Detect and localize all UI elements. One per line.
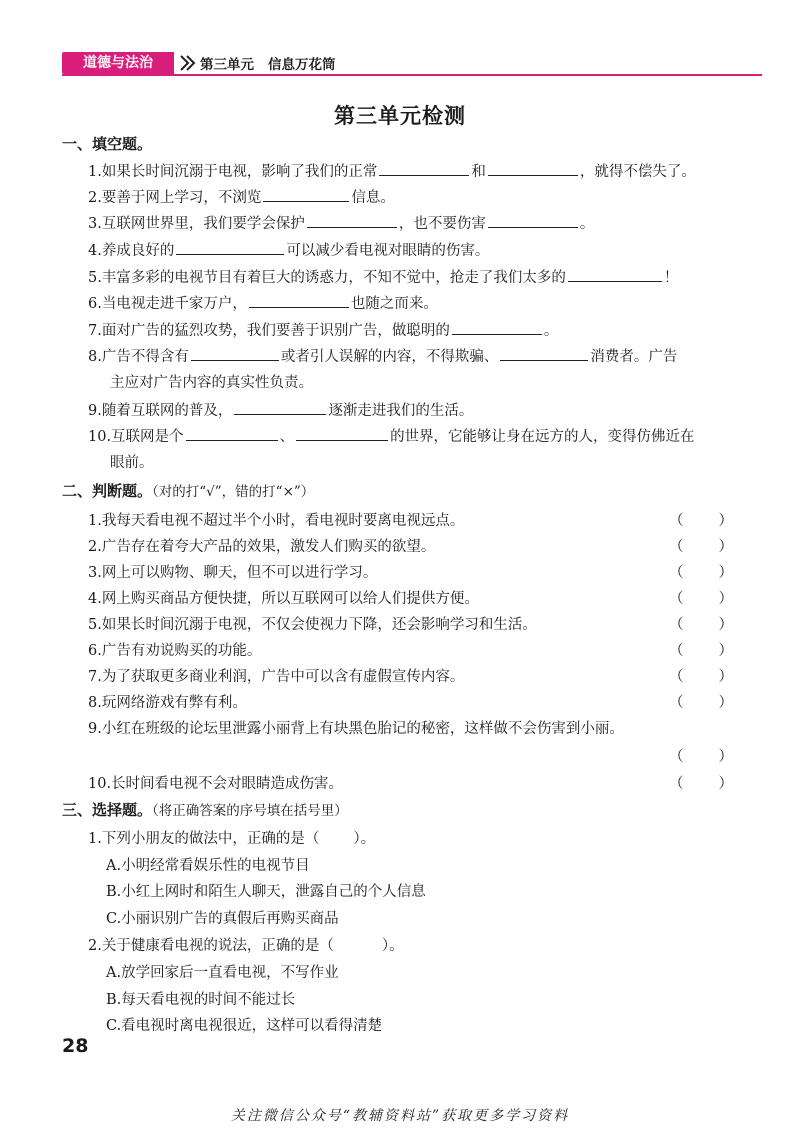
answer-blank[interactable]: [568, 267, 662, 282]
judge-item-2: 2.广告存在着夸大产品的效果，激发人们购买的欲望。: [88, 539, 436, 555]
choice-option-c: C.小丽识别广告的真假后再购买商品: [106, 911, 339, 927]
fill-question-1: 1.如果长时间沉溺于电视，影响了我们的正常 和 ，就得不偿失了。: [88, 160, 696, 181]
judge-item-5: 5.如果长时间沉溺于电视，不仅会使视力下降，还会影响学习和生活。: [88, 617, 537, 633]
answer-blank[interactable]: [263, 187, 349, 202]
judge-item-10: 10.长时间看电视不会对眼睛造成伤害。: [88, 776, 344, 792]
page-number: 28: [62, 1035, 89, 1057]
answer-blank[interactable]: [191, 346, 279, 361]
section-note: （将正确答案的序号填在括号里）: [152, 803, 348, 819]
fill-question-2: 2.要善于网上学习，不浏览 信息。: [88, 186, 395, 207]
header-rule-left: [62, 74, 174, 76]
answer-parentheses[interactable]: （ ）: [669, 749, 733, 765]
answer-parentheses[interactable]: （ ）: [669, 513, 733, 529]
section-fill-blank-heading: 一、填空题。: [62, 135, 153, 153]
fill-question-9: 9.随着互联网的普及， 逐渐走进我们的生活。: [88, 399, 473, 420]
choice-question-2: 2.关于健康看电视的说法，正确的是（ ）。: [88, 938, 404, 954]
fill-question-3: 3.互联网世界里，我们要学会保护 ，也不要伤害 。: [88, 212, 594, 233]
answer-blank[interactable]: [488, 213, 578, 228]
judge-item-7: 7.为了获取更多商业利润，广告中可以含有虚假宣传内容。: [88, 669, 465, 685]
answer-blank[interactable]: [234, 400, 326, 415]
choice-option-a: A.放学回家后一直看电视，不写作业: [106, 965, 339, 981]
judge-item-1: 1.我每天看电视不超过半个小时，看电视时要离电视远点。: [88, 513, 465, 529]
fill-question-6: 6.当电视走进千家万户， 也随之而来。: [88, 292, 438, 313]
unit-title: 信息万花筒: [268, 57, 336, 73]
answer-blank[interactable]: [296, 426, 388, 441]
answer-blank[interactable]: [249, 293, 349, 308]
section-true-false-heading: 二、判断题。（对的打“√”，错的打“×”）: [62, 482, 315, 500]
fill-question-10: 10.互联网是个 、 的世界，它能够让身在远方的人，变得仿佛近在: [88, 425, 695, 446]
page-header: [62, 52, 762, 76]
answer-parentheses[interactable]: （ ）: [669, 539, 733, 555]
answer-parentheses[interactable]: （ ）: [669, 591, 733, 607]
choice-option-a: A.小明经常看娱乐性的电视节目: [106, 858, 310, 874]
answer-parentheses[interactable]: （ ）: [669, 695, 733, 711]
judge-item-4: 4.网上购买商品方便快捷，所以互联网可以给人们提供方便。: [88, 591, 479, 607]
unit-label: [200, 53, 336, 73]
choice-question-1: 1.下列小朋友的做法中，正确的是（ ）。: [88, 831, 376, 847]
answer-parentheses[interactable]: （ ）: [669, 565, 733, 581]
answer-blank[interactable]: [379, 161, 469, 176]
judge-item-3: 3.网上可以购物、聊天，但不可以进行学习。: [88, 565, 378, 581]
page-title: 第三单元检测: [334, 103, 466, 128]
judge-item-9: 9.小红在班级的论坛里泄露小丽背上有块黑色胎记的秘密，这样做不会伤害到小丽。: [88, 721, 624, 737]
choice-option-c: C.看电视时离电视很近，这样可以看得清楚: [106, 1018, 383, 1034]
fill-question-8-continued: 主应对广告内容的真实性负责。: [110, 375, 313, 391]
answer-parentheses[interactable]: （ ）: [669, 669, 733, 685]
fill-question-4: 4.养成良好的 可以减少看电视对眼睛的伤害。: [88, 239, 489, 260]
answer-blank[interactable]: [186, 426, 278, 441]
choice-option-b: B.每天看电视的时间不能过长: [106, 992, 296, 1008]
fill-question-8: 8.广告不得含有 或者引人误解的内容，不得欺骗、 消费者。广告: [88, 345, 677, 366]
header-rule: [174, 74, 762, 76]
answer-blank[interactable]: [500, 346, 588, 361]
footer-note: 关注微信公众号“教辅资料站”获取更多学习资料: [230, 1108, 570, 1124]
double-chevron-icon: [178, 53, 198, 73]
fill-question-10-continued: 眼前。: [110, 455, 154, 471]
section-choice-heading: 三、选择题。（将正确答案的序号填在括号里）: [62, 801, 348, 819]
unit-number: 第三单元: [200, 57, 254, 73]
fill-question-7: 7.面对广告的猛烈攻势，我们要善于识别广告，做聪明的 。: [88, 319, 558, 340]
choice-option-b: B.小红上网时和陌生人聊天，泄露自己的个人信息: [106, 884, 426, 900]
fill-question-5: 5.丰富多彩的电视节目有着巨大的诱惑力，不知不觉中，抢走了我们太多的 ！: [88, 266, 678, 287]
answer-blank[interactable]: [307, 213, 397, 228]
answer-parentheses[interactable]: （ ）: [669, 643, 733, 659]
judge-item-6: 6.广告有劝说购买的功能。: [88, 643, 262, 659]
answer-parentheses[interactable]: （ ）: [669, 617, 733, 633]
answer-blank[interactable]: [488, 161, 578, 176]
subject-tag: 道德与法治: [62, 52, 174, 74]
section-note: （对的打“√”，错的打“×”）: [152, 484, 315, 500]
answer-blank[interactable]: [452, 320, 542, 335]
answer-parentheses[interactable]: （ ）: [669, 776, 733, 792]
judge-item-8: 8.玩网络游戏有弊有利。: [88, 695, 247, 711]
answer-blank[interactable]: [176, 240, 284, 255]
